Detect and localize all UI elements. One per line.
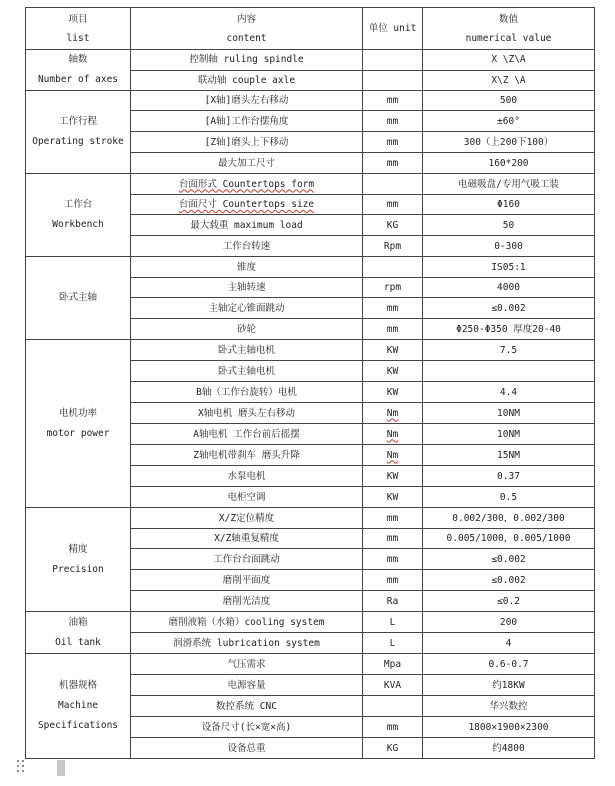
value-cell: 0-300 bbox=[423, 236, 595, 257]
section-title-cell bbox=[26, 654, 131, 759]
unit-cell: L bbox=[363, 612, 423, 633]
spec-table bbox=[25, 7, 595, 759]
unit-cell: Ra bbox=[363, 591, 423, 612]
unit-cell bbox=[363, 174, 423, 195]
table-row bbox=[26, 612, 595, 633]
value-cell: 4.4 bbox=[423, 382, 595, 403]
value-cell: ≤0.2 bbox=[423, 591, 595, 612]
drag-handle-icon[interactable] bbox=[17, 760, 29, 774]
unit-cell: KW bbox=[363, 466, 423, 487]
content-cell: 台面形式 Countertops form bbox=[131, 174, 363, 195]
section-title-cn: 油箱 bbox=[68, 616, 88, 628]
header-row bbox=[26, 8, 595, 50]
table-row bbox=[26, 340, 595, 361]
table-row bbox=[26, 654, 595, 675]
section-title-en: Number of axes bbox=[37, 74, 119, 85]
header-content-cn: 内容 bbox=[236, 13, 256, 25]
unit-cell: mm bbox=[363, 298, 423, 319]
content-cell: [Z轴]磨头上下移动 bbox=[131, 132, 363, 153]
unit-cell: mm bbox=[363, 91, 423, 111]
unit-cell bbox=[363, 70, 423, 91]
content-cell: 砂轮 bbox=[131, 319, 363, 340]
unit-cell: KW bbox=[363, 382, 423, 403]
unit-cell: KG bbox=[363, 738, 423, 759]
content-cell: 工作台台面跳动 bbox=[131, 549, 363, 570]
header-content-en: content bbox=[226, 32, 267, 44]
content-cell: 电柜空调 bbox=[131, 487, 363, 508]
section-title-en: Machine Specifications bbox=[37, 700, 119, 731]
value-cell: 7.5 bbox=[423, 340, 595, 361]
content-cell: B轴（工作台旋转）电机 bbox=[131, 382, 363, 403]
unit-cell: mm bbox=[363, 111, 423, 132]
content-cell: 水泵电机 bbox=[131, 466, 363, 487]
table-row bbox=[26, 50, 595, 71]
content-cell: [X轴]磨头左右移动 bbox=[131, 91, 363, 111]
content-cell: 磨削平面度 bbox=[131, 570, 363, 591]
content-cell: 电源容量 bbox=[131, 675, 363, 696]
value-cell: 0.6-0.7 bbox=[423, 654, 595, 675]
unit-cell: Nm bbox=[363, 445, 423, 466]
header-list-cell bbox=[26, 8, 131, 50]
header-value-en: numerical value bbox=[465, 32, 552, 44]
unit-cell: mm bbox=[363, 153, 423, 174]
content-cell: 台面尺寸 Countertops size bbox=[131, 195, 363, 215]
content-cell: 卧式主轴电机 bbox=[131, 340, 363, 361]
content-cell: 数控系统 CNC bbox=[131, 696, 363, 717]
value-cell: Φ250-Φ350 厚度20-40 bbox=[423, 319, 595, 340]
table-row bbox=[26, 174, 595, 195]
unit-cell: mm bbox=[363, 319, 423, 340]
unit-cell bbox=[363, 696, 423, 717]
section-title-cn: 卧式主轴 bbox=[58, 292, 97, 303]
content-cell: A轴电机 工作台前后摇摆 bbox=[131, 424, 363, 445]
content-cell: 主轴定心锥面跳动 bbox=[131, 298, 363, 319]
content-cell: 润滑系统 lubrication system bbox=[131, 633, 363, 654]
value-cell: ≤0.002 bbox=[423, 549, 595, 570]
section-title-cell bbox=[26, 508, 131, 612]
header-content-cell bbox=[131, 8, 363, 50]
value-cell: Φ160 bbox=[423, 195, 595, 215]
value-cell: 1800×1900×2300 bbox=[423, 717, 595, 738]
value-cell: 0.5 bbox=[423, 487, 595, 508]
unit-cell: KVA bbox=[363, 675, 423, 696]
value-cell: 0.002/300，0.002/300 bbox=[423, 508, 595, 529]
section-title-cell bbox=[26, 257, 131, 340]
value-cell: 500 bbox=[423, 91, 595, 111]
section-title-cn: 工作行程 bbox=[58, 116, 97, 127]
section-title-cell bbox=[26, 612, 131, 654]
content-cell: 锥度 bbox=[131, 257, 363, 278]
section-title-en: Workbench bbox=[52, 219, 104, 230]
unit-cell: mm bbox=[363, 508, 423, 529]
value-cell: 160*200 bbox=[423, 153, 595, 174]
section-title-cell bbox=[26, 340, 131, 508]
header-value-cn: 数值 bbox=[498, 13, 518, 25]
unit-cell: L bbox=[363, 633, 423, 654]
content-cell: [A轴]工作台摆角度 bbox=[131, 111, 363, 132]
unit-cell: KW bbox=[363, 487, 423, 508]
unit-cell: rpm bbox=[363, 278, 423, 298]
value-cell: 10NM bbox=[423, 424, 595, 445]
content-cell: 气压需求 bbox=[131, 654, 363, 675]
content-cell: X轴电机 磨头左右移动 bbox=[131, 403, 363, 424]
section-title-cn: 精度 bbox=[68, 543, 88, 555]
content-cell: 磨削光洁度 bbox=[131, 591, 363, 612]
unit-cell bbox=[363, 50, 423, 71]
value-cell: 4 bbox=[423, 633, 595, 654]
unit-cell: mm bbox=[363, 717, 423, 738]
table-row bbox=[26, 257, 595, 278]
content-cell: 设备尺寸(长×宽×高) bbox=[131, 717, 363, 738]
table-row bbox=[26, 508, 595, 529]
value-cell: X\Z \A bbox=[423, 70, 595, 91]
text-cursor bbox=[57, 760, 65, 776]
table-row bbox=[26, 91, 595, 111]
value-cell: 300（上200下100） bbox=[423, 132, 595, 153]
value-cell: 15NM bbox=[423, 445, 595, 466]
value-cell: 华兴数控 bbox=[423, 696, 595, 717]
unit-cell: mm bbox=[363, 529, 423, 549]
content-cell: 最大加工尺寸 bbox=[131, 153, 363, 174]
content-cell: 控制轴 ruling spindle bbox=[131, 50, 363, 71]
unit-cell: mm bbox=[363, 132, 423, 153]
section-title-en: Operating stroke bbox=[32, 136, 124, 147]
content-cell: 最大载重 maximum load bbox=[131, 215, 363, 236]
content-cell: 工作台转速 bbox=[131, 236, 363, 257]
unit-cell: Nm bbox=[363, 403, 423, 424]
section-title-cell bbox=[26, 50, 131, 91]
unit-cell: Nm bbox=[363, 424, 423, 445]
content-cell: 磨削液箱（水箱）cooling system bbox=[131, 612, 363, 633]
content-cell: X/Z定位精度 bbox=[131, 508, 363, 529]
value-cell: 10NM bbox=[423, 403, 595, 424]
content-cell: 卧式主轴电机 bbox=[131, 361, 363, 382]
header-value-cell bbox=[423, 8, 595, 50]
value-cell: ≤0.002 bbox=[423, 298, 595, 319]
value-cell bbox=[423, 361, 595, 382]
unit-cell: KW bbox=[363, 340, 423, 361]
header-list-cn: 项目 bbox=[68, 13, 88, 25]
section-title-cell bbox=[26, 174, 131, 257]
unit-cell bbox=[363, 257, 423, 278]
value-cell: 0.37 bbox=[423, 466, 595, 487]
section-title-en: Oil tank bbox=[55, 636, 101, 648]
value-cell: IS05:1 bbox=[423, 257, 595, 278]
unit-cell: KW bbox=[363, 361, 423, 382]
section-title-cn: 电机功率 bbox=[58, 407, 97, 419]
section-title-cn: 工作台 bbox=[63, 199, 93, 210]
section-title-en: Precision bbox=[52, 563, 104, 575]
content-cell: 设备总重 bbox=[131, 738, 363, 759]
unit-cell: Rpm bbox=[363, 236, 423, 257]
value-cell: 4000 bbox=[423, 278, 595, 298]
value-cell: 约4800 bbox=[423, 738, 595, 759]
content-cell: 联动轴 couple axle bbox=[131, 70, 363, 91]
value-cell: X \Z\A bbox=[423, 50, 595, 71]
unit-cell: KG bbox=[363, 215, 423, 236]
unit-cell: Mpa bbox=[363, 654, 423, 675]
unit-cell: mm bbox=[363, 549, 423, 570]
header-list-en: list bbox=[66, 32, 90, 44]
unit-cell: mm bbox=[363, 570, 423, 591]
section-title-cell bbox=[26, 91, 131, 174]
value-cell: 电磁吸盘/专用气吸工装 bbox=[423, 174, 595, 195]
value-cell: 约18KW bbox=[423, 675, 595, 696]
value-cell: 200 bbox=[423, 612, 595, 633]
unit-cell: mm bbox=[363, 195, 423, 215]
section-title-cn: 轴数 bbox=[68, 54, 88, 65]
value-cell: ±60° bbox=[423, 111, 595, 132]
section-title-en: motor power bbox=[46, 427, 110, 439]
section-title-cn: 机器规格 bbox=[58, 680, 97, 691]
value-cell: 50 bbox=[423, 215, 595, 236]
content-cell: 主轴转速 bbox=[131, 278, 363, 298]
content-cell: Z轴电机带刹车 磨头升降 bbox=[131, 445, 363, 466]
value-cell: ≤0.002 bbox=[423, 570, 595, 591]
header-unit-cell: 单位 unit bbox=[363, 8, 423, 50]
content-cell: X/Z轴重复精度 bbox=[131, 529, 363, 549]
value-cell: 0.005/1000，0.005/1000 bbox=[423, 529, 595, 549]
